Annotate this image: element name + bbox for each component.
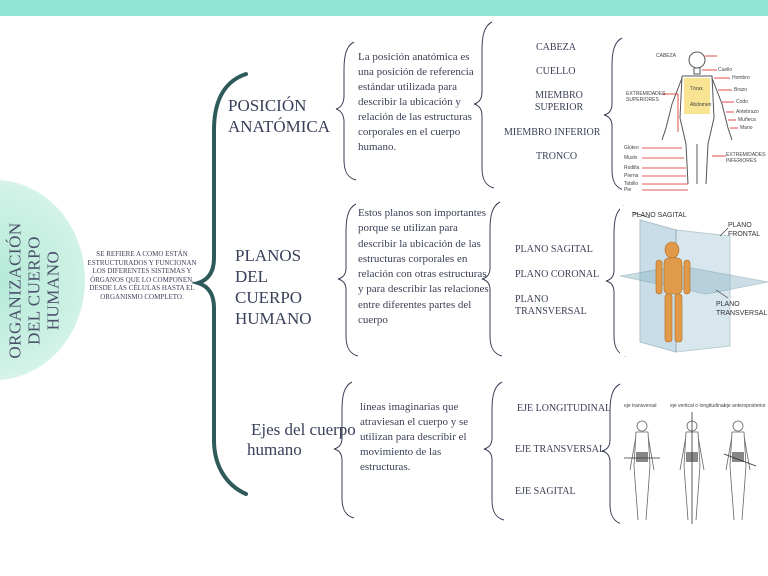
label-pie: Pie: [624, 187, 632, 193]
section-heading-planos: [235, 245, 312, 329]
label-tobillo: Tobillo: [624, 181, 639, 187]
label-eje-transversal: eje transversal: [624, 403, 657, 409]
section-description-planos: Estos planos son importantes porque se utilizan para describir la ubicación de las estructuras corporales en relación con otras estructuras y para describir las relaciones entre diferentes partes del cuerpo: [358, 207, 489, 327]
heading-line: HUMANO: [235, 309, 312, 328]
heading-line: Ejes del cuerpo: [251, 420, 356, 439]
label-cabeza: CABEZA: [656, 53, 677, 59]
item-eje-sagital: EJE SAGITAL: [515, 486, 576, 497]
main-title-line: DEL CUERPO: [24, 236, 44, 345]
label-extremidades-inferiores: EXTREMIDADES INFERIORES: [726, 152, 766, 164]
heading-line: ANATÓMICA: [228, 117, 330, 136]
section1-figure-brace: [604, 38, 624, 190]
label-plano-transversal: PLANO TRANSVERSAL: [716, 301, 768, 317]
section2-brace: [338, 204, 358, 356]
heading-line: POSICIÓN: [228, 96, 307, 115]
item-tronco: TRONCO: [536, 151, 578, 162]
main-title-line: ORGANIZACIÓN: [5, 222, 25, 359]
item-plano-sagital: PLANO SAGITAL: [515, 244, 593, 255]
anatomy-figure: [622, 44, 768, 194]
heading-line: CUERPO: [235, 288, 303, 307]
label-plano-frontal: PLANO FRONTAL: [728, 222, 761, 238]
heading-line: humano: [247, 440, 302, 459]
label-mano: Mano: [740, 125, 753, 131]
label-pierna: Pierna: [624, 173, 639, 179]
heading-line: DEL: [235, 267, 269, 286]
item-cabeza: CABEZA: [536, 42, 576, 53]
section-heading-ejes: [247, 420, 356, 460]
label-muslo: Muslo: [624, 155, 638, 161]
item-miembro-superior: MIEMBRO SUPERIOR: [534, 90, 584, 113]
label-hombro: Hombro: [732, 75, 750, 81]
section-description-ejes: líneas imaginarias que atraviesan el cuerpo y se utilizan para describir el movimiento de las estructuras.: [360, 401, 469, 473]
definition-text: SE REFIERE A COMO ESTÁN ESTRUCTURADOS Y FUNCIONAN LOS DIFERENTES SISTEMAS Y ÓRGANOS QUE LO COMPONEN, DESDE LAS CÉLULAS HASTA EL ORGANISMO COMPLETO.: [87, 250, 197, 301]
label-antebrazo: Antebrazo: [736, 109, 759, 115]
label-brazo: Brazo: [734, 87, 748, 93]
item-cuello: CUELLO: [536, 66, 576, 77]
label-eje-anteroposterior: eje anteroposterior: [724, 403, 766, 409]
heading-line: PLANOS: [235, 246, 302, 265]
label-torax: Tórax: [690, 86, 703, 92]
label-eje-longitudinal: eje vertical o longitudinal: [670, 403, 725, 409]
label-cuello: Cuello: [718, 67, 733, 73]
main-title: [6, 191, 63, 391]
label-extremidades-superiores: EXTREMIDADES SUPERIORES: [626, 91, 666, 103]
label-muneca: Muñeca: [738, 117, 756, 123]
label-abdomen: Abdomen: [690, 102, 712, 108]
item-eje-longitudinal: EJE LONGITUDINAL: [517, 403, 612, 414]
label-codo: Codo: [736, 99, 748, 105]
section1-brace: [336, 42, 356, 180]
label-plano-sagital: PLANO SAGITAL: [632, 212, 687, 219]
item-plano-coronal: PLANO CORONAL: [515, 269, 600, 280]
item-plano-transversal: PLANO TRANSVERSAL: [515, 294, 587, 317]
label-gluteo: Glúteo: [624, 145, 639, 151]
section-description-posicion: La posición anatómica es una posición de referencia estándar utilizada para describir la ubicación y relación de las estructuras corporales en el cuerpo humano.: [358, 51, 474, 153]
planes-figure: [620, 206, 768, 356]
main-title-line: HUMANO: [43, 250, 63, 331]
section-heading-posicion: [228, 95, 330, 137]
axes-figure: [620, 396, 768, 528]
item-miembro-inferior: MIEMBRO INFERIOR: [504, 127, 601, 138]
label-rodilla: Rodilla: [624, 165, 640, 171]
item-eje-transversal: EJE TRANSVERSAL: [515, 444, 606, 455]
body-axes-icon: [620, 396, 768, 528]
